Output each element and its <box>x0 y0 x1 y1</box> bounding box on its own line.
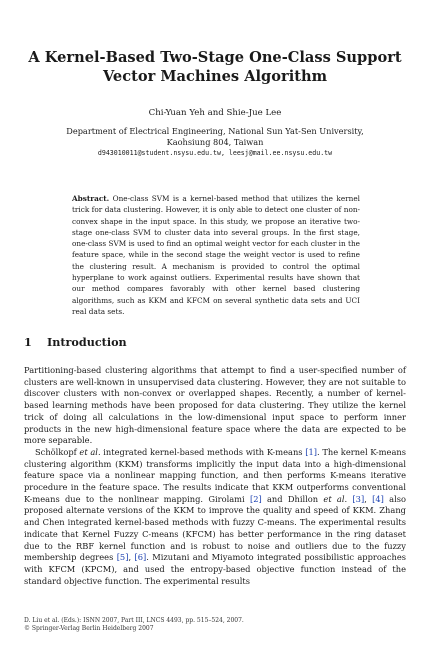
p2-text-h: , <box>128 552 135 563</box>
affiliation-department: Department of Electrical Engineering, National Sun Yat-Sen University, <box>66 126 364 136</box>
p2-et-al-2: et al. <box>323 493 348 504</box>
abstract-heading: Abstract. <box>72 194 110 203</box>
affiliation-city: Kaohsiung 804, Taiwan <box>166 137 264 147</box>
authors: Chi-Yuan Yeh and Shie-Jue Lee <box>148 108 282 118</box>
title-line-2: Vector Machines Algorithm <box>102 68 328 85</box>
title-line-1: A Kernel-Based Two-Stage One-Class Support <box>28 49 402 66</box>
p2-text-i: . Mizutani and Miyamoto integrated possibilistic approaches with KFCM (KPCM), and used the entropy-based objective function instead of the standard objective function. The experimental results <box>24 552 406 586</box>
citation-link-3[interactable]: [3] <box>352 493 365 504</box>
footer-citation: D. Liu et al. (Eds.): ISNN 2007, Part III, LNCS 4493, pp. 515–524, 2007. <box>24 617 244 624</box>
citation-link-6[interactable]: [6] <box>134 552 147 563</box>
abstract <box>72 193 360 317</box>
affiliation <box>20 126 410 159</box>
section-number: 1 <box>24 335 32 349</box>
citation-link-2[interactable]: [2] <box>249 493 262 504</box>
citation-link-1[interactable]: [1] <box>305 446 317 457</box>
paper-title <box>20 48 410 86</box>
p2-text-a: Schölkopf <box>35 446 80 457</box>
abstract-text: One-class SVM is a kernel-based method that utilizes the kernel trick for data clustering. However, it is only able to detect one cluster of non-convex shape in the input space. In this study, we propose an iterative two-stage one-class SVM to cluster data into several groups. In the first stage, one-class SVM is used to find an optimal weight vector for each cluster in the feature space, while in the second stage the weight vector is used to refine the clustering result. A mechanism is provided to control the optimal hyperplane to work against outliers. Experimental results have shown that our method compares favorably with other kernel based clustering algorithms, such as KKM and KFCM on several synthetic data sets and UCI real data sets. <box>72 194 360 316</box>
p2-text-c: . The kernel K-means clustering algorithm (KKM) transforms implicitly the input data into a high-dimensional feature space via a nonlinear mapping function, and then performs K-means iterative procedure in the feature space. The results indicate that KKM outperforms conventional K-means due to the nonlinear mapping. Girolami <box>24 446 407 504</box>
p2-et-al-1: et al. <box>79 446 101 457</box>
p2-text-b: integrated kernel-based methods with K-means <box>100 446 306 457</box>
footer-copyright: © Springer-Verlag Berlin Heidelberg 2007 <box>24 625 154 633</box>
paragraph-1: Partitioning-based clustering algorithms that attempt to find a user-specified number of clusters are well-known in unsupervised data clustering. However, they are not suitable to discover clusters with non-convex or overlapped shapes. Recently, a number of kernel-based learning methods have been proposed for data clustering. They utilize the kernel trick of doing all calculations in the low-dimensional input space to perform inner products in the new high-dimensional feature space where the data are expected to be more separable. <box>24 365 406 446</box>
body-text <box>24 365 406 587</box>
p2-text-d: and Dhillon <box>261 493 324 504</box>
section-heading <box>24 335 127 349</box>
paragraph-2 <box>24 447 406 587</box>
section-title: Introduction <box>47 335 127 349</box>
p2-text-g: also proposed alternate versions of the KKM to improve the quality and speed of KKM. Zhang and Chen integrated kernel-based methods with fuzzy C-means. The experimental results indicate that Kernel Fuzzy C-means (KFCM) has better performance in the ring dataset due to the RBF kernel function and is robust to noise and outliers due to the fuzzy membership degrees <box>24 493 406 563</box>
footer <box>24 617 244 634</box>
citation-link-5[interactable]: [5] <box>116 552 129 563</box>
affiliation-emails: d943010011@student.nsysu.edu.tw, leesj@mail.ee.nsysu.edu.tw <box>97 149 333 157</box>
citation-link-4[interactable]: [4] <box>372 493 384 504</box>
p2-text-f: , <box>364 493 373 504</box>
